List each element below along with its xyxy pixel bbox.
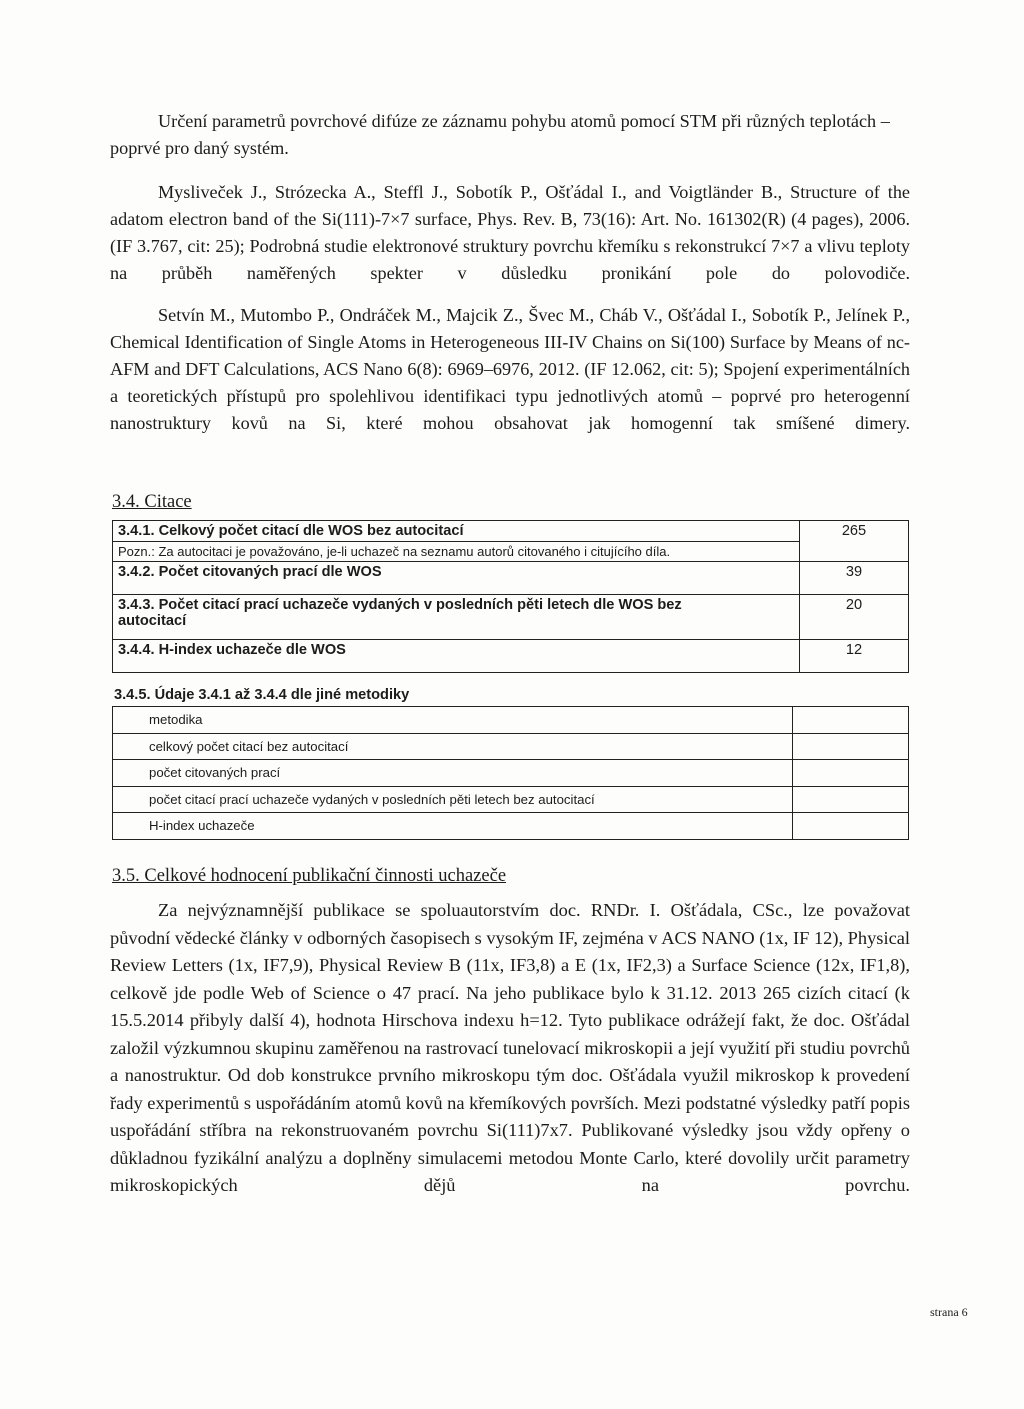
section-heading-overall-evaluation: 3.5. Celkové hodnocení publikační činnosti uchazeče bbox=[112, 866, 507, 886]
table-cell-label: počet citovaných prací bbox=[113, 760, 793, 787]
table-cell-label bbox=[113, 521, 800, 542]
table-row bbox=[113, 813, 909, 840]
note-text: Za autocitaci je považováno, je-li uchazeč na seznamu autorů citovaného i citujícího díla. bbox=[154, 544, 671, 559]
subsection-heading-other-methodology: 3.4.5. Údaje 3.4.1 až 3.4.4 dle jiné metodiky bbox=[114, 687, 410, 703]
publication-text: Setvín M., Mutombo P., Ondráček M., Majcik Z., Švec M., Cháb V., Ošťádal I., Sobotík P., Jelínek P., Chemical Identification of Single Atoms in Heterogeneous III-IV Chains on Si(100) Surface by Means of nc-AFM and DFT Calculations, ACS Nano 6(8): 6969–6976, 2012. (IF 12.062, cit: 5); Spojení experimentálních a teoretických přístupů pro spolehlivou identifikaci typu jednotlivých atomů – poprvé pro heterogenní nanostruktury kovů na Si, které mohou obsahovat jak homogenní tak smíšené dimery. bbox=[110, 305, 910, 433]
note-prefix: Pozn.: bbox=[118, 544, 155, 559]
table-cell-value: 12 bbox=[800, 640, 909, 673]
table-cell-value bbox=[793, 760, 909, 787]
table-cell-label: metodika bbox=[113, 707, 793, 734]
evaluation-text: Za nejvýznamnější publikace se spoluautorstvím doc. RNDr. I. Ošťádala, CSc., lze považovat původní vědecké články v odborných časopisech s vysokým IF, zejména v ACS NANO (1x, IF 12), Physical Review Letters (1x, IF7,9), Physical Review B (11x, IF3,8) a E (1x, IF2,3) a Surface Science (12x, IF1,8), celkově jde podle Web of Science o 47 prací. Na jeho publikace bylo k 31.12. 2013 265 cizích citací (k 15.5.2014 přibyly další 4), hodnota Hirschova indexu h=12. Tyto publikace odrážejí fakt, že doc. Ošťádal založil výzkumnou skupinu zaměřenou na rastrovací tunelovací mikroskopii a její využití při studiu povrchů a nanostruktur. Od dob konstrukce prvního mikroskopu tým doc. Ošťádala využil mikroskop k provedení řady experimentů s uspořádáním atomů kovů na křemíkových površích. Mezi podstatné výsledky patří popis uspořádání stříbra na rekonstruovaném povrchu Si(111)7x7. Publikované výsledky jsou vždy opřeny o důkladnou fyzikální analýzu a doplněny simulacemi metodou Monte Carlo, které dovolily určit parametry mikroskopických dějů na povrchu. bbox=[110, 900, 910, 1195]
table-cell-label: celkový počet citací bez autocitací bbox=[113, 733, 793, 760]
paragraph-text: Určení parametrů povrchové difúze ze záznamu pohybu atomů pomocí STM při různých teplotách – poprvé pro daný systém. bbox=[110, 111, 890, 158]
table-row bbox=[113, 542, 909, 562]
table-row bbox=[113, 640, 909, 673]
paragraph-stm-diffusion bbox=[110, 108, 910, 162]
table-cell-label: H-index uchazeče bbox=[113, 813, 793, 840]
table-cell-value: 265 bbox=[800, 521, 909, 562]
publication-entry-mysliveck bbox=[110, 179, 910, 314]
publication-entry-setvin bbox=[110, 302, 910, 464]
table-cell-label: 3.4.4. H-index uchazeče dle WOS bbox=[113, 640, 800, 673]
table-row bbox=[113, 595, 909, 640]
table-cell-value bbox=[793, 813, 909, 840]
table-cell-label: počet citací prací uchazeče vydaných v posledních pěti letech bez autocitací bbox=[113, 786, 793, 813]
row-label: 3.4.1. Celkový počet citací dle WOS bez autocitací bbox=[118, 523, 464, 539]
table-cell-label: 3.4.3. Počet citací prací uchazeče vydaných v posledních pěti letech dle WOS bez autocitací bbox=[113, 595, 800, 640]
table-row bbox=[113, 521, 909, 542]
table-row bbox=[113, 733, 909, 760]
citations-table bbox=[112, 520, 909, 673]
evaluation-paragraph bbox=[110, 897, 910, 1227]
table-row bbox=[113, 707, 909, 734]
publication-text: Mysliveček J., Strózecka A., Steffl J., Sobotík P., Ošťádal I., and Voigtländer B., Structure of the adatom electron band of the Si(111)-7×7 surface, Phys. Rev. B, 73(16): Art. No. 161302(R) (4 pages), 2006. (IF 3.767, cit: 25); Podrobná studie elektronové struktury povrchu křemíku s rekonstrukcí 7×7 a vlivu teploty na průběh naměřených spekter v důsledku pronikání pole do polovodiče. bbox=[110, 182, 910, 283]
table-cell-value bbox=[793, 786, 909, 813]
section-heading-citations: 3.4. Citace bbox=[112, 492, 192, 512]
table-row bbox=[113, 562, 909, 595]
table-cell-value: 39 bbox=[800, 562, 909, 595]
page-number: strana 6 bbox=[930, 1305, 968, 1319]
table-note bbox=[113, 542, 800, 562]
table-row bbox=[113, 786, 909, 813]
table-cell-value bbox=[793, 733, 909, 760]
methodology-table bbox=[112, 706, 909, 840]
table-row bbox=[113, 760, 909, 787]
table-cell-value: 20 bbox=[800, 595, 909, 640]
table-cell-value bbox=[793, 707, 909, 734]
table-cell-label: 3.4.2. Počet citovaných prací dle WOS bbox=[113, 562, 800, 595]
